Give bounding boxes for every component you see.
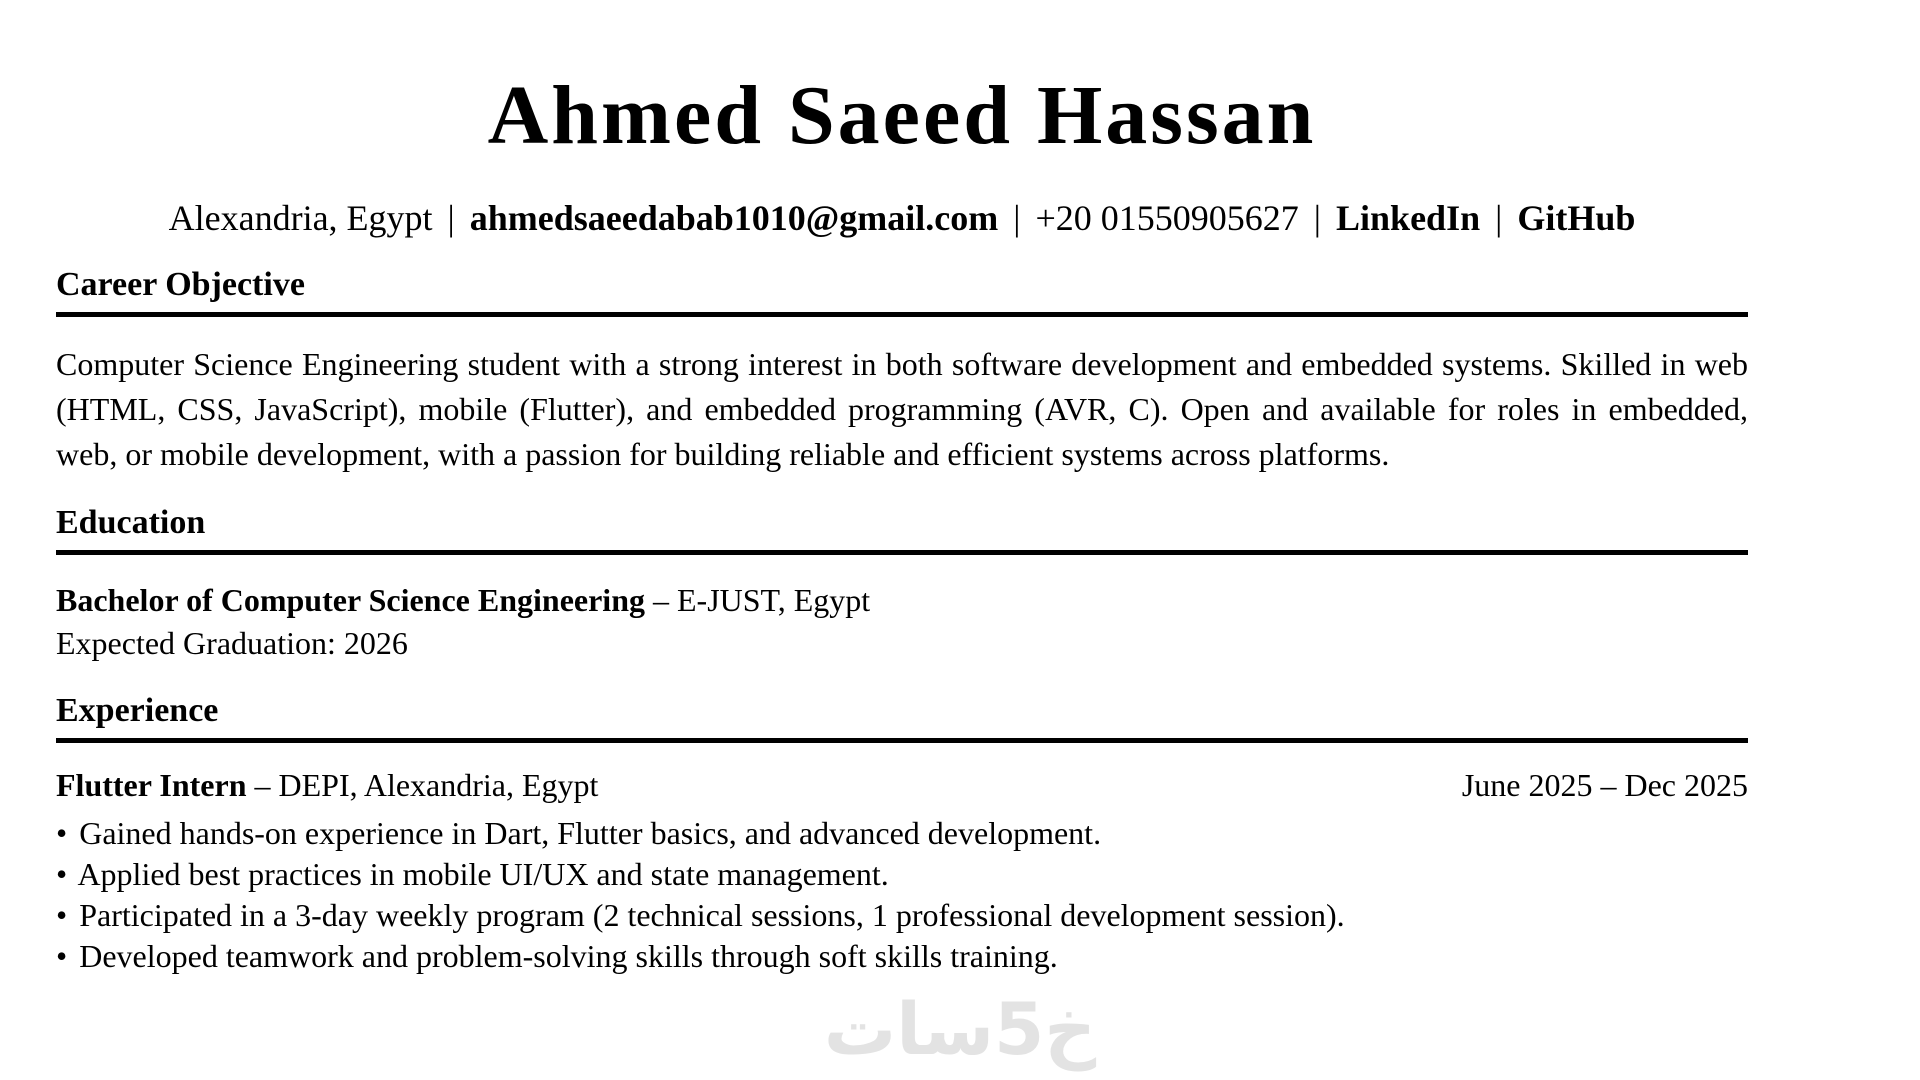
bullet-text: Gained hands-on experience in Dart, Flutter basics, and advanced development. [79,814,1102,851]
contact-separator: | [1495,198,1503,238]
education-heading: Education [56,503,1748,555]
contact-linkedin-link[interactable]: LinkedIn [1336,198,1481,238]
contact-separator: | [1013,198,1021,238]
experience-company: – DEPI, Alexandria, Egypt [254,766,599,803]
bullet-icon: • [56,814,68,851]
contact-separator: | [1313,198,1322,238]
bullet-text: Participated in a 3-day weekly program (2 technical sessions, 1 professional development session). [79,896,1345,933]
experience-bullet [56,854,1748,895]
experience-role-line [56,765,598,805]
contact-line [56,198,1748,239]
experience-role: Flutter Intern [56,766,247,803]
education-degree-line [56,579,1748,622]
contact-separator: | [447,198,455,238]
experience-bullet [56,936,1748,977]
khamsat-watermark-logo: خ5سات [823,987,1097,1071]
contact-phone: +20 01550905627 [1035,198,1299,238]
experience-heading: Experience [56,691,1748,743]
education-institution: – E-JUST, Egypt [652,581,871,618]
contact-location: Alexandria, Egypt [168,198,433,238]
bullet-icon: • [56,855,68,892]
bullet-icon: • [56,896,68,933]
career-objective-heading: Career Objective [56,265,1748,317]
contact-email-link[interactable]: ahmedsaeedabab1010@gmail.com [469,198,999,238]
experience-bullet [56,895,1748,936]
experience-dates: June 2025 – Dec 2025 [1461,766,1748,803]
education-graduation: Expected Graduation: 2026 [56,624,408,661]
education-entry [56,579,1748,665]
experience-bullet [56,813,1748,854]
experience-entry-header [56,765,1748,805]
education-degree: Bachelor of Computer Science Engineering [56,581,645,618]
bullet-icon: • [56,937,68,974]
contact-github-link[interactable]: GitHub [1517,198,1636,238]
resume-name-title: Ahmed Saeed Hassan [487,69,1317,162]
experience-bullet-list [56,813,1748,977]
career-objective-paragraph: Computer Science Engineering student with a strong interest in both software development and embedded systems. Skilled in web (HTML, CSS, JavaScript), mobile (Flutter), and embedded programming (AVR, C). Open and available for roles in embedded, web, or mobile development, with a passion for building reliable and efficient systems across platforms. [56,346,1748,473]
bullet-text: Developed teamwork and problem-solving skills through soft skills training. [79,937,1058,974]
bullet-text: Applied best practices in mobile UI/UX and state management. [77,855,889,892]
